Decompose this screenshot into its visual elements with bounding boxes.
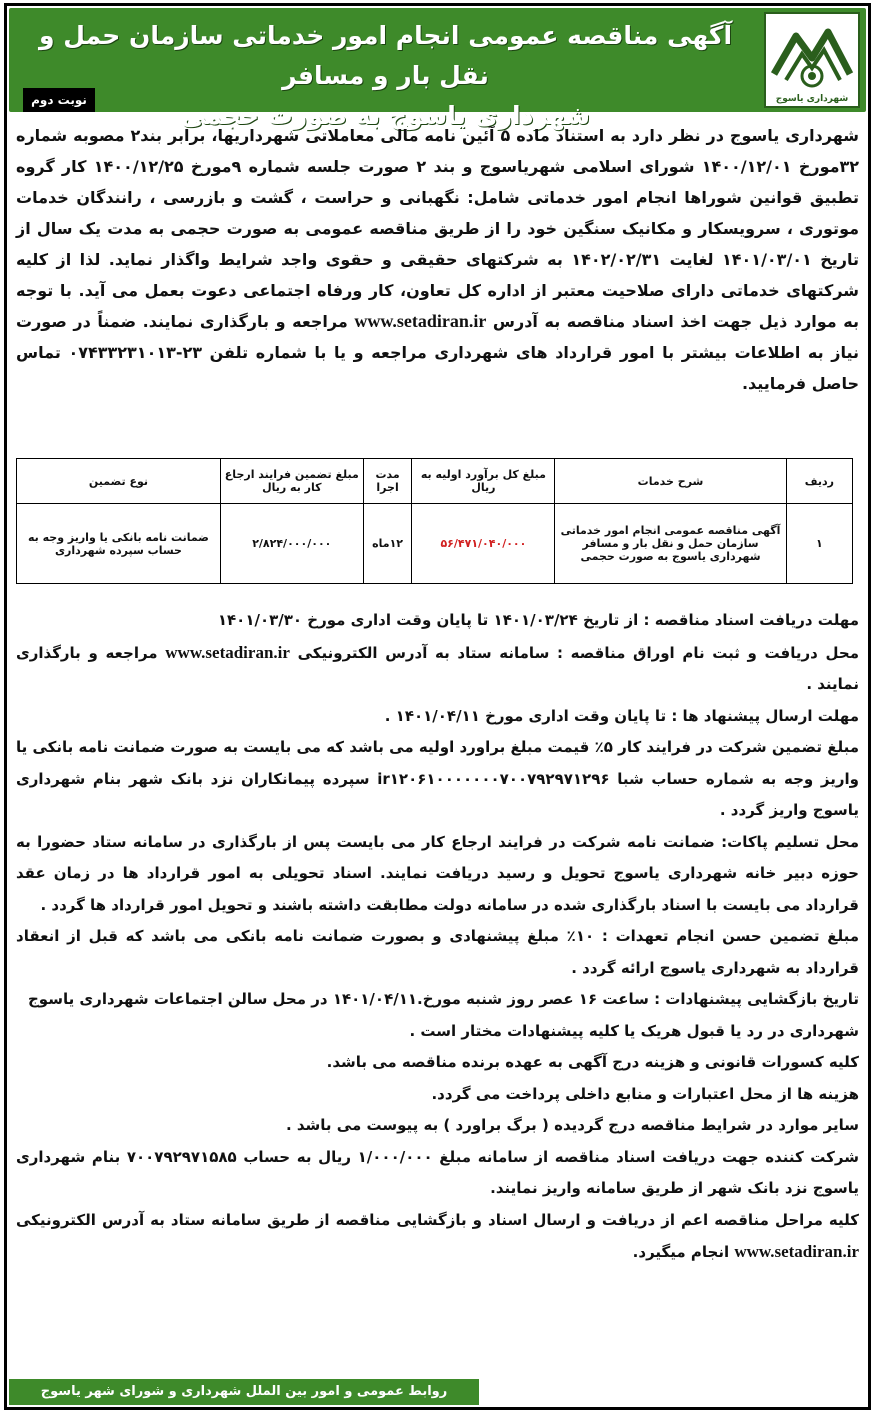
cell-guarantee: ۲/۸۲۴/۰۰۰/۰۰۰ bbox=[220, 504, 363, 584]
logo-caption: شهرداری یاسوج bbox=[775, 94, 849, 104]
tender-table bbox=[16, 458, 853, 584]
cell-duration: ۱۲ماه bbox=[363, 504, 412, 584]
header-row-number: ردیف bbox=[786, 459, 852, 504]
deadline-docs: مهلت دریافت اسناد مناقصه : از تاریخ ۱۴۰۱/۰۳/۲۴ تا پایان وقت اداری مورخ ۱۴۰۱/۰۳/۳۰ bbox=[217, 611, 859, 629]
mountain-logo-icon bbox=[766, 14, 858, 94]
setadiran-link[interactable]: www.setadiran.ir bbox=[165, 642, 290, 662]
table-row bbox=[17, 504, 853, 584]
place-text-end: مراجعه و بارگذاری نمایند . bbox=[16, 643, 859, 693]
municipality-logo bbox=[764, 12, 860, 108]
funding-clause: هزینه ها از محل اعتبارات و منابع داخلی پرداخت می گردد. bbox=[431, 1084, 859, 1103]
header-guarantee: مبلغ تضمین فرایند ارجاع کار به ریال bbox=[220, 459, 363, 504]
stages-text: کلیه مراحل مناقصه اعم از دریافت و ارسال اسناد و بازگشایی مناقصه از طریق سامانه ستاد به آدرس الکترونیکی bbox=[16, 1210, 859, 1229]
cell-description: آگهی مناقصه عمومی انجام امور خدماتی سازمان حمل و نقل بار و مسافر شهرداری یاسوج به صورت حجمی bbox=[555, 504, 786, 584]
fee-clause: شرکت کننده جهت دریافت اسناد مناقصه از سامانه مبلغ ۱/۰۰۰/۰۰۰ ریال به حساب ۷۰۰۷۹۲۹۷۱۵۸۵ بنام شهرداری یاسوج نزد بانک شهر از طریق سامانه واریز نمایند. bbox=[16, 1147, 859, 1197]
header-estimate: مبلغ کل برآورد اولیه به ریال bbox=[412, 459, 555, 504]
intro-paragraph bbox=[16, 120, 859, 399]
stages-paragraph bbox=[16, 1205, 859, 1269]
footer-banner: روابط عمومی و امور بین الملل شهرداری و شورای شهر یاسوج bbox=[9, 1379, 479, 1405]
performance-guarantee: مبلغ تضمین حسن انجام تعهدات : ۱۰٪ مبلغ پیشنهادی و بصورت ضمانت نامه بانکی می باشد که قبل از انعقاد قرارداد به شهرداری یاسوج ارائه گردد . bbox=[16, 927, 860, 977]
tender-conditions bbox=[16, 605, 859, 1269]
rights-clause: شهرداری در رد یا قبول هریک یا کلیه پیشنهادات مختار است . bbox=[409, 1021, 859, 1040]
costs-clause: کلیه کسورات قانونی و هزینه درج آگهی به عهده برنده مناقصه می باشد. bbox=[326, 1053, 859, 1071]
guarantee-amount: مبلغ تضمین شرکت در فرایند کار ۵٪ قیمت مبلغ براورد اولیه می باشد که می بایست به صورت ضمانت نامه بانکی یا واریز وجه به شماره حساب شبا ir۱۲۰۶۱۰۰۰۰۰۰۰۷۰۰۷۹۲۹۷۱۲۹۶ سپرده پیمانکاران نزد بانک شهر بنام شهرداری یاسوج واریز گردد . bbox=[16, 738, 859, 819]
stages-text-end: انجام میگیرد. bbox=[632, 1243, 730, 1261]
other-clause: سایر موارد در شرایط مناقصه درج گردیده ( برگ براورد ) به پیوست می باشد . bbox=[285, 1116, 859, 1134]
place-text: محل دریافت و ثبت نام اوراق مناقصه : سامانه ستاد به آدرس الکترونیکی bbox=[297, 643, 859, 662]
notice-title bbox=[17, 16, 754, 136]
place-paragraph bbox=[16, 637, 859, 701]
intro-text: شهرداری یاسوج در نظر دارد به استناد ماده ۵ آئین نامه مالی معاملاتی شهرداریها، برابر بند۲ مصوبه شماره ۳۲مورخ ۱۴۰۰/۱۲/۰۱ شورای اسلامی شهریاسوج و بند ۲ صورت جلسه شماره ۹مورخ ۱۴۰۰/۱۲/۲۵ کار گروه تطبیق قوانین شوراها انجام امور خدماتی شامل: نگهبانی و حراست ، گشت و بازرسی ، رانندگان خدمات موتوری ، سرویسکار و مکانیک سنگین خود را از طریق مناقصه عمومی به صورت حجمی به مدت یک سال از تاریخ ۱۴۰۱/۰۳/۰۱ لغایت ۱۴۰۲/۰۲/۳۱ به شرکتهای حقیقی و حقوی واجد شرایط واگذار نماید. لذا از کلیه شرکتهای خدماتی دارای صلاحیت معتبر از اداره کل تعاون، کار ورفاه اجتماعی دعوت بعمل می آید. با توجه به موارد ذیل جهت اخذ اسناد مناقصه به آدرس bbox=[16, 126, 860, 331]
opening-date: تاریخ بازگشایی پیشنهادات : ساعت ۱۶ عصر روز شنبه مورخ.۱۴۰۱/۰۴/۱۱ در محل سالن اجتماعات شهرداری یاسوج bbox=[27, 990, 859, 1008]
cell-estimate: ۵۶/۴۷۱/۰۴۰/۰۰۰ bbox=[412, 504, 555, 584]
cell-row-number: ۱ bbox=[786, 504, 852, 584]
notice-title-line2: شهرداری یاسوج به صورت حجمی bbox=[180, 101, 591, 130]
round-badge: نوبت دوم bbox=[23, 88, 95, 112]
notice-header bbox=[9, 8, 866, 130]
delivery-place: محل تسلیم پاکات: ضمانت نامه شرکت در فرایند ارجاع کار می بایست پس از بارگذاری در سامانه ستاد حضورا به حوزه دبیر خانه شهرداری یاسوج تحویل و رسید دریافت نمایند. اسناد تحویلی به امور قرارداد ها در زمان عقد قرارداد می بایست با اسناد بارگذاری شده در سامانه دولت مطابقت داشته باشند و تحویل امور قرارداد ها گردد . bbox=[16, 832, 859, 914]
deadline-offers: مهلت ارسال پیشنهاد ها : تا پایان وقت اداری مورخ ۱۴۰۱/۰۴/۱۱ . bbox=[384, 706, 859, 725]
header-guarantee-type: نوع تضمین bbox=[17, 459, 221, 504]
setadiran-link[interactable]: www.setadiran.ir bbox=[354, 311, 487, 331]
header-description: شرح خدمات bbox=[555, 459, 786, 504]
table-header-row bbox=[17, 459, 853, 504]
header-duration: مدت اجرا bbox=[363, 459, 412, 504]
setadiran-link[interactable]: www.setadiran.ir bbox=[734, 1242, 859, 1261]
cell-guarantee-type: ضمانت نامه بانکی یا واریز وجه به حساب سپرده شهرداری bbox=[17, 504, 221, 584]
notice-title-line1: آگهی مناقصه عمومی انجام امور خدماتی سازمان حمل و نقل بار و مسافر bbox=[38, 21, 733, 90]
intro-text-end: مراجعه و بارگذاری نمایند. ضمناً در صورت نیاز به اطلاعات بیشتر با امور قرارداد های شهرداری مراجعه و یا با شماره تلفن ۲۳-۰۷۴۳۳۲۳۱۰۱۳ تماس حاصل فرمایید. bbox=[16, 312, 860, 393]
